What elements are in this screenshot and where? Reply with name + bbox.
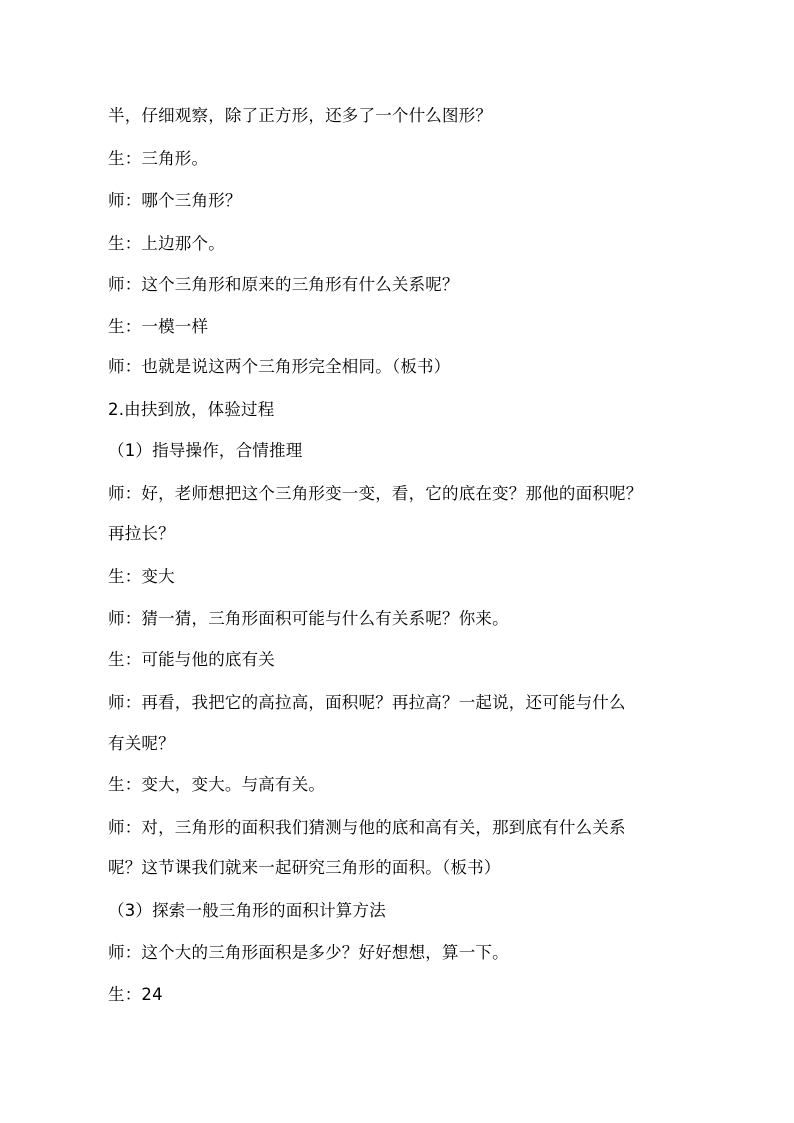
text-line: 师：这个三角形和原来的三角形有什么关系呢？ (108, 275, 459, 294)
text-line: 生：24 (108, 985, 163, 1004)
text-line: 生：变大，变大。与高有关。 (108, 775, 326, 794)
text-line: 半，仔细观察，除了正方形，还多了一个什么图形？ (108, 106, 493, 125)
subsection-heading: （3）探索一般三角形的面积计算方法 (108, 901, 386, 920)
text-line: 呢？这节课我们就来一起研究三角形的面积。（板书） (108, 858, 501, 877)
text-line: 师：猜一猜，三角形面积可能与什么有关系呢？你来。 (108, 609, 509, 628)
text-line: 师：这个大的三角形面积是多少？好好想想，算一下。 (108, 943, 509, 962)
text-line: 生：可能与他的底有关 (108, 650, 275, 669)
text-line: 再拉长？ (108, 524, 175, 543)
text-line: 师：也就是说这两个三角形完全相同。（板书） (108, 357, 451, 376)
text-line: 生：一模一样 (108, 317, 209, 336)
text-line: 师：哪个三角形？ (108, 191, 242, 210)
text-line: 生：上边那个。 (108, 234, 225, 253)
text-line: 生：三角形。 (108, 149, 209, 168)
text-line: 师：好，老师想把这个三角形变一变，看，它的底在变？那他的面积呢？ (108, 484, 643, 503)
subsection-heading: （1）指导操作，合情推理 (108, 441, 303, 460)
text-line: 生：变大 (108, 567, 175, 586)
text-line: 师：对，三角形的面积我们猜测与他的底和高有关，那到底有什么关系 (108, 818, 626, 837)
section-heading: 2.由扶到放，体验过程 (108, 400, 275, 419)
text-line: 有关呢？ (108, 734, 175, 753)
text-line: 师：再看，我把它的高拉高，面积呢？再拉高？一起说，还可能与什么 (108, 693, 626, 712)
